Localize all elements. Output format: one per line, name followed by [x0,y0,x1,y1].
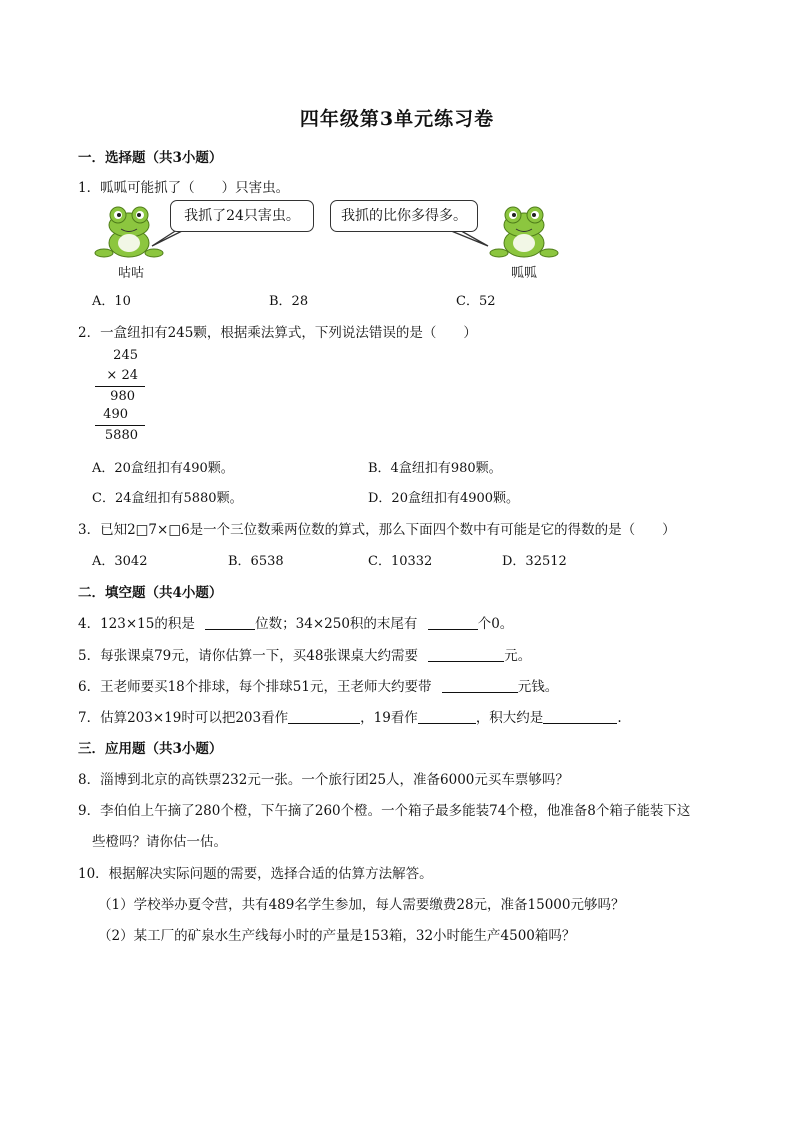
q7-blank-1[interactable] [288,710,360,724]
question-9-line-1: 9．李伯伯上午摘了280个橙，下午摘了260个橙。一个箱子最多能装74个橙，他准备8个箱子能装下这 [78,803,691,819]
q2-option-d: D．20盒纽扣有4900颗。 [368,491,520,506]
q7-blank-3[interactable] [543,710,617,724]
q1-option-a: A．10 [92,294,131,309]
question-5 [78,644,531,664]
q1-option-c: C．52 [456,294,496,309]
q6-blank[interactable] [442,679,518,693]
q1-option-b: B．28 [269,294,309,309]
q5-blank[interactable] [428,648,504,662]
calc-line-1 [95,386,145,387]
q3-option-d: D．32512 [502,554,567,569]
q4-part-c: 个0。 [477,616,514,632]
q4-blank-1[interactable] [205,616,255,630]
question-10-part-2: （2）某工厂的矿泉水生产线每小时的产量是153箱，32小时能生产4500箱吗？ [98,928,576,944]
frog-name-right: 呱呱 [511,266,538,281]
question-7 [78,706,622,726]
q4-part-b: 位数；34×250积的末尾有 [255,616,418,632]
question-1-text: 1．呱呱可能抓了（ ）只害虫。 [78,180,290,196]
q3-option-a: A．3042 [92,554,148,569]
calc-result: 5880 [104,428,138,443]
q2-option-b: B．4盒纽扣有980颗。 [368,461,502,476]
calc-multiplicand: 245 [113,348,138,363]
q6-part-a: 6．王老师要买18个排球，每个排球51元，王老师大约要带 [78,679,432,695]
q7-blank-2[interactable] [418,710,476,724]
question-10: 10．根据解决实际问题的需要，选择合适的估算方法解答。 [78,866,433,882]
q2-option-c: C．24盒纽扣有5880颗。 [92,491,243,506]
question-2-text: 2．一盒纽扣有245颗，根据乘法算式，下列说法错误的是（ ） [78,325,477,341]
question-8: 8．淄博到北京的高铁票232元一张。一个旅行团25人，准备6000元买车票够吗？ [78,772,569,788]
q3-option-b: B．6538 [228,554,284,569]
question-6 [78,675,558,695]
question-10-part-1: （1）学校举办夏令营，共有489名学生参加，每人需要缴费28元，准备15000元够吗？ [98,897,625,913]
section-header-fill: 二．填空题（共4小题） [78,585,223,601]
section-header-choice: 一．选择题（共3小题） [78,150,223,166]
speech-bubble-right: 我抓的比你多得多。 [330,200,478,232]
section-header-application: 三．应用题（共3小题） [78,741,223,757]
q7-part-a: 7．估算203×19时可以把203看作 [78,710,289,726]
frog-name-left: 咕咕 [118,266,145,281]
calc-multiplier: × 24 [106,368,138,383]
question-3-text: 3．已知2□7×□6是一个三位数乘两位数的算式，那么下面四个数中有可能是它的得数的是（ ） [78,522,676,538]
q2-option-a: A．20盒纽扣有490颗。 [92,461,234,476]
calc-partial-1: 980 [110,389,135,404]
q4-part-a: 4．123×15的积是 [78,616,195,632]
q3-option-c: C．10332 [368,554,433,569]
speech-bubble-left: 我抓了24只害虫。 [170,200,314,232]
q7-part-c: ，积大约是 [475,710,544,726]
q5-part-a: 5．每张课桌79元，请你估算一下，买48张课桌大约需要 [78,648,418,664]
q4-blank-2[interactable] [428,616,478,630]
q7-part-d: . [617,710,622,726]
q5-part-b: 元。 [504,648,532,664]
calc-line-2 [95,425,145,426]
q6-part-b: 元钱。 [517,679,559,695]
page-title: 四年级第3单元练习卷 [299,108,495,130]
frog-right-icon [489,205,559,259]
q7-part-b: ，19看作 [360,710,418,726]
question-9-line-2: 些橙吗？请你估一估。 [92,834,227,850]
question-4 [78,612,513,632]
calc-partial-2: 490 [103,407,128,422]
